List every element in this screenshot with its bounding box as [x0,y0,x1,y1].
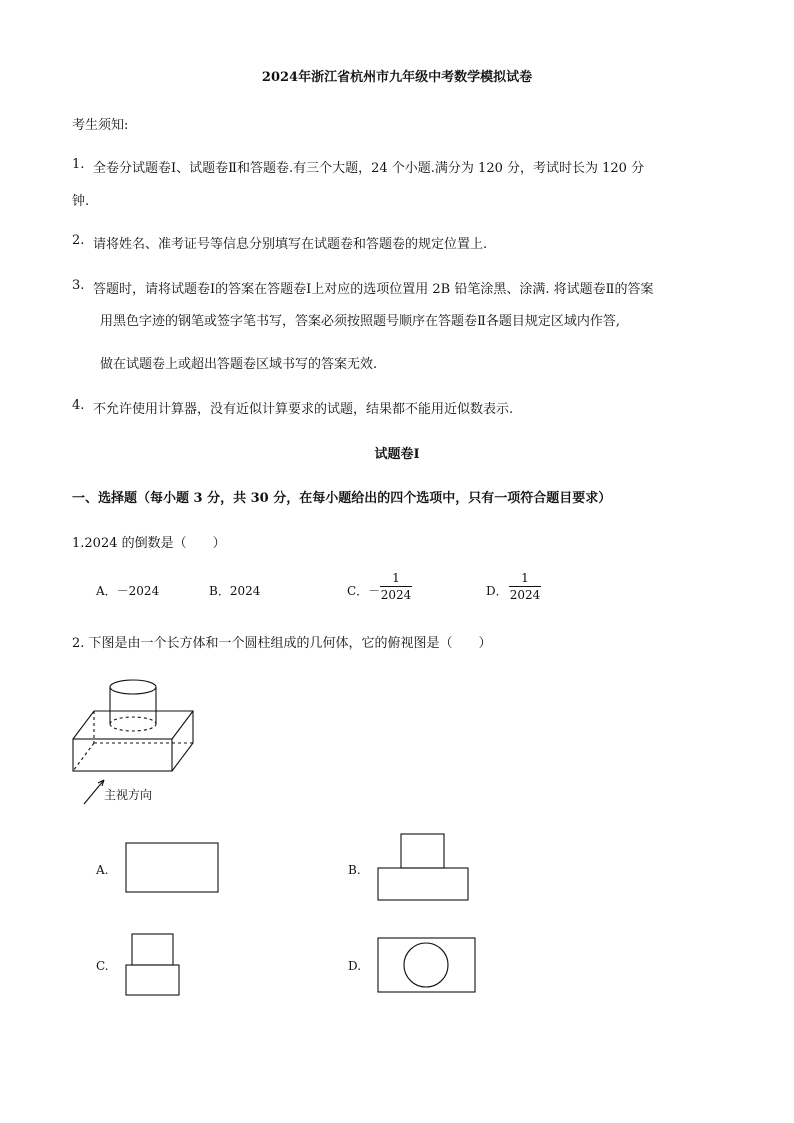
q1-option-d-numerator: 1 [521,571,529,585]
q1-option-d-label[interactable]: D． [486,584,508,598]
q1-option-a[interactable]: A．－2024 [96,584,160,598]
note-4-line-1: 不允许使用计算器，没有近似计算要求的试题，结果都不能用近似数表示. [93,402,514,417]
option-d-rectangle [378,938,475,992]
section-title: 试题卷Ⅰ [374,447,420,462]
note-1-number: 1. [72,157,85,172]
option-d-circle [404,943,448,987]
q1-option-c-label[interactable]: C．－ [347,584,381,598]
part-heading: 一、选择题（每小题 3 分，共 30 分，在每小题给出的四个选项中，只有一项符合题目要求） [72,491,612,506]
note-3-line-1: 答题时，请将试题卷Ⅰ的答案在答题卷Ⅰ上对应的选项位置用 2B 铅笔涂黑、涂满. 将试题卷Ⅱ的答案 [93,282,654,297]
note-3-line-2: 用黑色字迹的钢笔或签字笔书写，答案必须按照题号顺序在答题卷Ⅱ各题目规定区域内作答, [100,314,620,329]
note-1-line-1: 全卷分试题卷Ⅰ、试题卷Ⅱ和答题卷.有三个大题，24 个小题.满分为 120 分，考试时长为 120 分 [93,161,645,176]
q2-figure-caption: 主视方向 [104,788,153,802]
q1-option-d-denominator: 2024 [509,588,541,602]
notice-heading: 考生须知: [72,118,129,133]
q1-option-c-denominator: 2024 [380,588,412,602]
note-1-line-2: 钟. [72,194,90,209]
note-2-line-1: 请将姓名、准考证号等信息分别填写在试题卷和答题卷的规定位置上. [93,237,488,252]
q2-option-c-label[interactable]: C. [96,959,109,973]
q2-option-d-label[interactable]: D. [348,959,362,973]
q1-stem: 1.2024 的倒数是（ ） [72,536,226,551]
q1-option-c-numerator: 1 [392,571,400,585]
page-title: 2024年浙江省杭州市九年级中考数学模拟试卷 [261,70,533,85]
note-3-number: 3. [72,278,85,293]
q1-option-b[interactable]: B．2024 [209,584,261,598]
note-2-number: 2. [72,233,85,248]
q2-option-b-label[interactable]: B. [348,863,361,877]
q2-option-a-label[interactable]: A. [96,863,109,877]
note-3-line-3: 做在试题卷上或超出答题卷区域书写的答案无效. [100,357,378,372]
q2-stem: 2. 下图是由一个长方体和一个圆柱组成的几何体，它的俯视图是（ ） [72,636,492,651]
note-4-number: 4. [72,398,85,413]
